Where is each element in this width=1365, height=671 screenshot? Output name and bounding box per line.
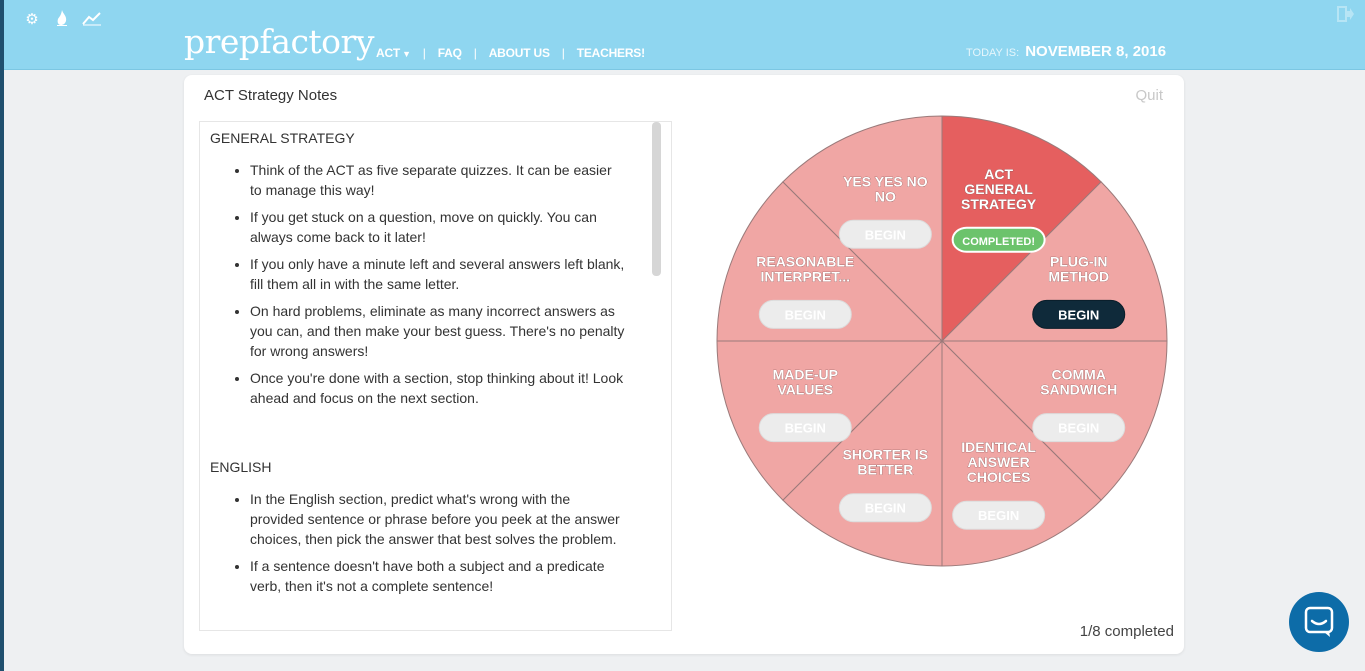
notes-section-heading: GENERAL STRATEGY: [210, 130, 355, 146]
caret-down-icon: ▼: [402, 49, 411, 59]
quit-link[interactable]: Quit: [1135, 87, 1163, 104]
button-label: BEGIN: [784, 420, 826, 436]
today-date: [966, 43, 1166, 60]
segment-label: IDENTICAL: [961, 439, 1036, 456]
gear-icon[interactable]: ⚙: [25, 11, 39, 28]
button-label: BEGIN: [864, 227, 906, 243]
toolbar-icons: [22, 10, 102, 32]
segment-label: METHOD: [1048, 268, 1110, 285]
segment-label: COMMA: [1051, 366, 1106, 383]
notes-scrollbar[interactable]: [652, 122, 661, 276]
wheel-svg: [714, 113, 1170, 569]
begin-button[interactable]: [1033, 414, 1125, 442]
segment-label: INTERPRET...: [760, 268, 851, 285]
segment-label: VALUES: [777, 381, 834, 398]
nav-about-us[interactable]: ABOUT US: [488, 46, 550, 60]
segment-label: STRATEGY: [961, 195, 1037, 212]
nav-faq[interactable]: FAQ: [437, 46, 462, 60]
begin-button[interactable]: [839, 494, 931, 522]
segment-label: YES YES NO: [843, 173, 928, 190]
notes-list-item: • On hard problems, eliminate as many incorrect answers as you can, and then make your best guess. There's no penalty for wrong answers!: [250, 301, 625, 361]
segment-label: MADE-UP: [772, 366, 838, 383]
segment-label: NO: [874, 188, 896, 205]
begin-button[interactable]: [759, 414, 851, 442]
brand-logo[interactable]: prepfactory: [184, 22, 374, 61]
segment-label: REASONABLE: [756, 253, 855, 270]
nav-separator: |: [561, 46, 565, 60]
nav-teachers[interactable]: TEACHERS!: [576, 46, 645, 60]
notes-content: [200, 122, 655, 596]
notes-list-item: • If a sentence doesn't have both a subject and a predicate verb, then it's not a complete sentence!: [250, 556, 625, 596]
notes-section-heading: ENGLISH: [210, 459, 272, 475]
notes-panel[interactable]: [199, 121, 672, 631]
exit-icon[interactable]: [1337, 6, 1355, 27]
button-label: BEGIN: [1058, 420, 1100, 436]
today-value: NOVEMBER 8, 2016: [1025, 43, 1167, 60]
button-label: BEGIN: [1058, 307, 1100, 323]
segment-label: ANSWER: [967, 454, 1030, 471]
segment-label: GENERAL: [964, 180, 1033, 197]
button-label: BEGIN: [784, 307, 826, 323]
section-spacer: [210, 415, 643, 459]
chat-button[interactable]: [1289, 592, 1349, 652]
segment-label: SANDWICH: [1040, 381, 1118, 398]
segment-label: ACT: [984, 165, 1014, 182]
segment-label: PLUG-IN: [1049, 253, 1108, 270]
main-nav: [376, 46, 645, 60]
notes-list-item: • In the English section, predict what's wrong with the provided sentence or phrase before you peek at the answer choices, then pick the answer that best solves the problem.: [250, 489, 625, 549]
flame-icon[interactable]: [52, 10, 72, 32]
nav-separator: |: [473, 46, 477, 60]
notes-list-item: • If you only have a minute left and several answers left blank, fill them all in with the same letter.: [250, 254, 625, 294]
button-label: BEGIN: [864, 500, 906, 516]
app: [4, 0, 1365, 671]
card-title: ACT Strategy Notes: [204, 87, 338, 104]
completed-badge[interactable]: [953, 228, 1045, 252]
button-label: BEGIN: [978, 508, 1020, 524]
today-label: TODAY IS:: [966, 47, 1020, 59]
strategy-wheel: [714, 113, 1170, 569]
strategy-notes-card: [184, 75, 1184, 654]
nav-act[interactable]: ACT ▼: [376, 46, 411, 60]
begin-button[interactable]: [1033, 300, 1125, 328]
segment-label: SHORTER IS: [842, 446, 929, 463]
chat-icon: [1304, 606, 1334, 638]
completed-count: 1/8 completed: [1079, 623, 1174, 640]
notes-list-item: • Once you're done with a section, stop thinking about it! Look ahead and focus on the next section.: [250, 368, 625, 408]
notes-list-item: • Think of the ACT as five separate quizzes. It can be easier to manage this way!: [250, 160, 625, 200]
notes-list-item: • If you get stuck on a question, move on quickly. You can always come back to it later!: [250, 207, 625, 247]
chart-line-icon[interactable]: [82, 10, 102, 32]
begin-button[interactable]: [953, 501, 1045, 529]
begin-button[interactable]: [759, 300, 851, 328]
begin-button[interactable]: [839, 220, 931, 248]
segment-label: CHOICES: [966, 469, 1031, 486]
top-bar: [4, 0, 1365, 70]
segment-label: BETTER: [857, 461, 914, 478]
nav-separator: |: [422, 46, 426, 60]
notes-list: [250, 160, 643, 408]
button-label: COMPLETED!: [962, 235, 1036, 248]
notes-list: [250, 489, 643, 596]
